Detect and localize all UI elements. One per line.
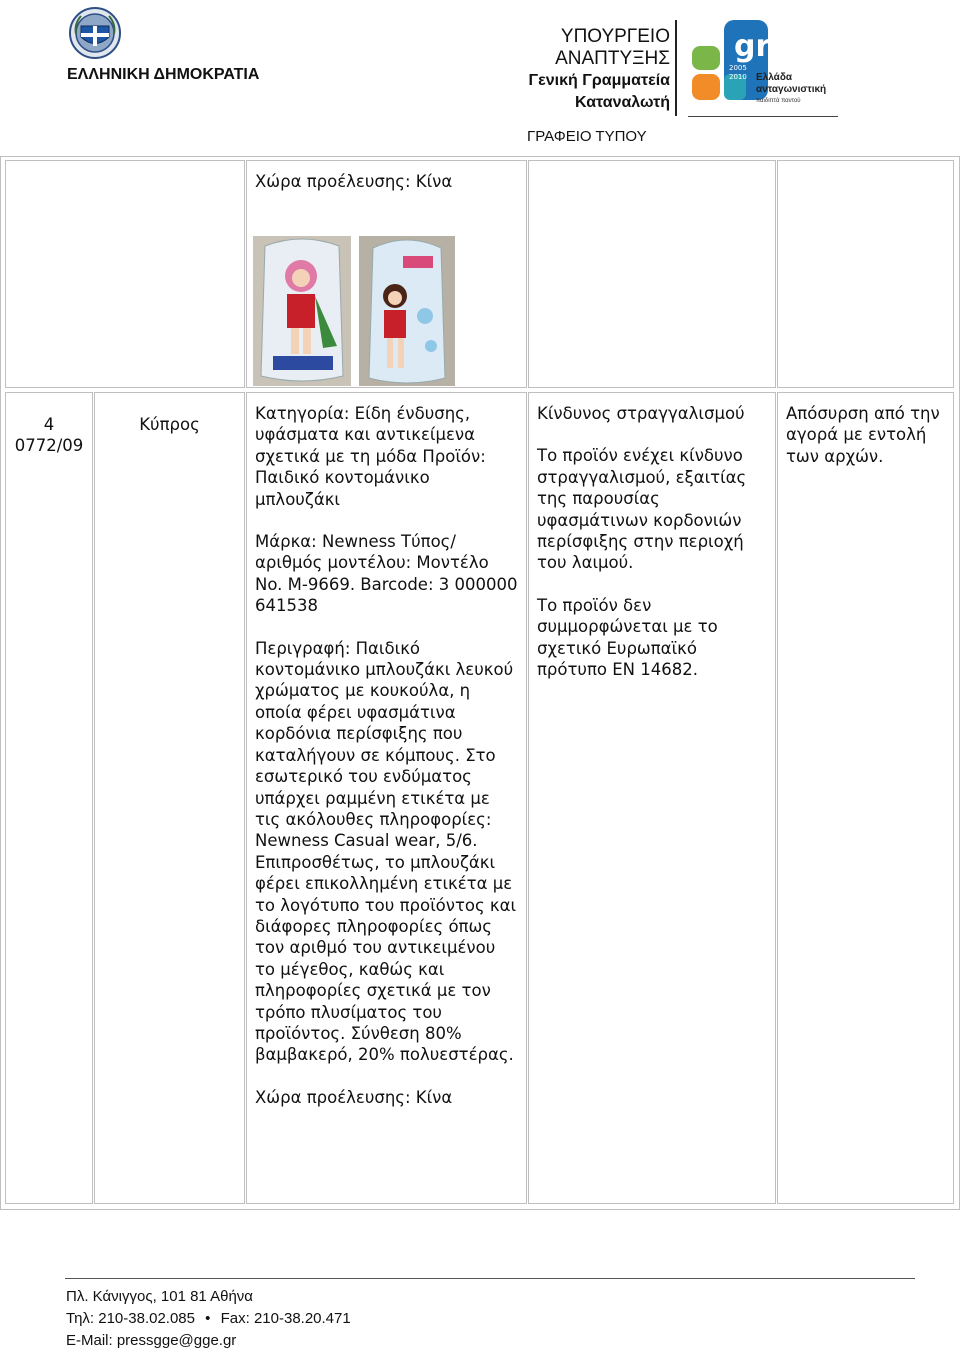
- description-brand: Μάρκα: Newness Τύπος/ αριθμός μοντέλου: Μοντέλο No. M-9669. Barcode: 3 000000 641538: [255, 532, 518, 616]
- ministry-line-1: ΥΠΟΥΡΓΕΙΟ: [560, 26, 670, 47]
- risk-description: Το προϊόν ενέχει κίνδυνο στραγγαλισμού, εξαιτίας της παρουσίας υφασμάτινων κορδονιών περίσφιξης στην περιοχή του λαιμού.: [537, 446, 747, 573]
- ministry-line-2: ΑΝΑΠΤΥΞΗΣ: [555, 48, 670, 69]
- row-number: 4: [43, 415, 55, 434]
- logo-year-bottom: 2010: [729, 73, 747, 81]
- ministry-line-3: Γενική Γραμματεία: [528, 72, 670, 89]
- logo-text-3: παιδιπτά παντού: [756, 98, 801, 104]
- ministry-line-4: Καταναλωτή: [575, 94, 670, 111]
- description-category: Κατηγορία: Είδη ένδυσης, υφάσματα και αντικείμενα σχετικά με τη μόδα Προϊόν: Παιδικό κοντομάνικο μπλουζάκι: [255, 404, 486, 509]
- row-country: Κύπρος: [139, 415, 200, 434]
- footer-phone-fax: [66, 1308, 351, 1330]
- prev-row-cell-1: [5, 160, 245, 388]
- prev-row-cell-4: [528, 160, 776, 388]
- footer-bullet: •: [205, 1310, 211, 1327]
- risk-title: Κίνδυνος στραγγαλισμού: [537, 404, 745, 423]
- row-reference: 0772/09: [14, 436, 84, 456]
- logo-mark: gr: [734, 29, 771, 64]
- republic-title: ΕΛΛΗΝΙΚΗ ΔΗΜΟΚΡΑΤΙΑ: [67, 66, 260, 83]
- logo-text-1: Ελλάδα: [756, 72, 793, 83]
- press-office-label: ΓΡΑΦΕΙΟ ΤΥΠΟΥ: [527, 128, 647, 145]
- row-risk-cell: [528, 392, 776, 1204]
- footer-address: Πλ. Κάνιγγος, 101 81 Αθήνα: [66, 1288, 253, 1305]
- row-country-cell: [94, 392, 245, 1204]
- row-measures-cell: [777, 392, 954, 1204]
- row-description-cell: [246, 392, 527, 1204]
- greek-emblem-icon: [68, 6, 122, 60]
- footer-contact: [66, 1286, 351, 1352]
- risk-standard: Το προϊόν δεν συμμορφώνεται με το σχετικό Ευρωπαϊκό πρότυπο EN 14682.: [537, 595, 718, 680]
- description-details: Περιγραφή: Παιδικό κοντομάνικο μπλουζάκι λευκού χρώματος με κουκούλα, η οποία φέρει υφασμάτινα κορδόνια περίσφιξης που καταλήγουν σε κόμπους. Στο εσωτερικό του ενδύματος υπάρχει ραμμένη ετικέτα με τις ακόλουθες πληροφορίες: Newness Casual wear, 5/6. Επιπροσθέτως, το μπλουζάκι φέρει επικολλημένη ετικέτα με το λογότυπο του προϊόντος και διάφορες πληροφορίες όπως τον αριθμό του αντικειμένου το μέγεθος, καθώς και πληροφορίες σχετικά με τον τρόπο πλυσίματος του προϊόντος. Σύνθεση 80% βαμβακερό, 20% πολυεστέρας.: [255, 638, 517, 1065]
- description-origin: Χώρα προέλευσης: Κίνα: [255, 1087, 453, 1107]
- footer-phone: Τηλ: 210-38.02.085: [66, 1310, 195, 1327]
- header-divider: [675, 20, 677, 116]
- footer-fax: Fax: 210-38.20.471: [220, 1310, 351, 1327]
- row-number-cell: [5, 392, 93, 1204]
- prev-origin-text: Χώρα προέλευσης: Κίνα: [255, 172, 453, 191]
- footer-email[interactable]: E-Mail: pressgge@gge.gr: [66, 1332, 237, 1349]
- ministry-block: [505, 26, 670, 114]
- prev-row-cell-3: [246, 160, 527, 388]
- footer-rule: [65, 1278, 915, 1279]
- prev-row-cell-5: [777, 160, 954, 388]
- logo-year-top: 2005: [729, 64, 747, 72]
- product-photo: [253, 236, 481, 386]
- logo-underline: [688, 116, 838, 117]
- greece-competitive-logo: [688, 18, 843, 118]
- measures-text: Απόσυρση από την αγορά με εντολή των αρχών.: [786, 404, 940, 466]
- logo-text-2: ανταγωνιστική: [756, 84, 827, 95]
